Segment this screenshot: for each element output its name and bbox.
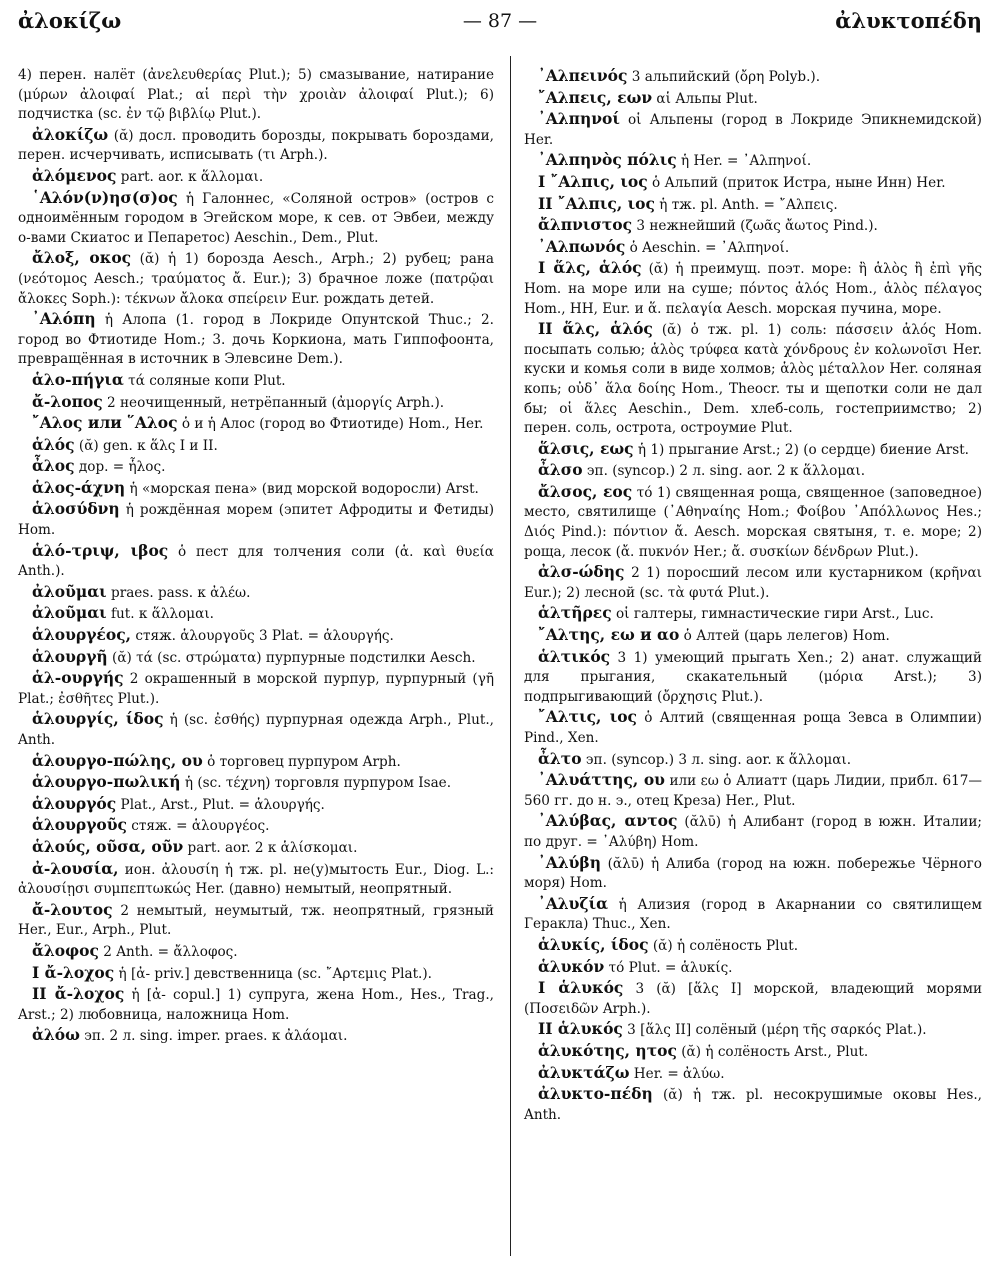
- entry-headword: ἄ-λοπος: [32, 391, 103, 411]
- entry-headword: ᾿Αλύβη: [538, 852, 601, 872]
- dictionary-entry: [524, 319, 982, 439]
- dictionary-entry: [18, 603, 494, 625]
- entry-headword: ἀλοῦμαι: [32, 603, 107, 623]
- entry-headword: ἁλουργοῦς: [32, 815, 127, 835]
- dictionary-entry: [524, 150, 982, 172]
- dictionary-entry: [18, 309, 494, 370]
- dictionary-entry: [18, 794, 494, 816]
- entry-text: ὁ Альпий (приток Истра, ныне Инн) Her.: [651, 174, 946, 191]
- entry-text: ἡ Алопа (1. город в Локриде Опунтской Thuc.; 2. город во Фтиотиде Hom.; 3. дочь Коркиона, мать Гиппофоонта, превращённая в источник в Элевсине Dem.).: [18, 312, 494, 368]
- entry-text: 2 1) поросший лесом или кустарником (κρῆναι Eur.); 2) лесной (sc. τὰ φυτά Plut.).: [524, 565, 982, 601]
- dictionary-entry: [18, 188, 494, 249]
- entry-text: (ᾰ) ὁ тж. pl. 1) соль: πάσσειν ἁλός Hom. посыпать солью; ἁλὸς τρύφεα κατὰ χόνδρους ἐν κολωνοῖσι Her. куски и комья соли в виде холмов; ἁλὸς μέταλλον Her. соляная копь; οὐδ᾿ ἅλα δοίης Hom., Theocr. ты и щепотки соли не дал бы; οἱ ἅλες Aeschin., Dem. хлеб-соль, гостеприимство; 2) перен. соль, острота, остроумие Plut.: [524, 322, 982, 437]
- entry-text: (ᾰ) ἡ тж. pl. несокрушимые оковы Hes., Anth.: [524, 1087, 982, 1123]
- entry-headword: I ῎Αλπις, ιος: [538, 171, 648, 191]
- dictionary-entry: [524, 1084, 982, 1125]
- dictionary-entry: [18, 668, 494, 709]
- dictionary-entry: [18, 984, 494, 1025]
- entry-text: (ᾰ) ἡ солёность Arst., Plut.: [681, 1043, 869, 1060]
- entry-text: (ᾰ) ἡ солёность Plut.: [652, 937, 799, 954]
- dictionary-entry: [18, 941, 494, 963]
- entry-headword: ἁλουργέος,: [32, 625, 132, 645]
- dictionary-entry: [18, 478, 494, 500]
- entry-text: ἡ Галоннес, «Соляной остров» (остров с одноимённым городом в Эгейском море, к сев. от Эвбеи, между о-вами Скиатос и Пепаретос) Aeschin., Dem., Plut.: [18, 190, 494, 246]
- entry-text: ἡ 1) прыгание Arst.; 2) (о сердце) биение Arst.: [637, 441, 969, 458]
- dictionary-entry: [524, 749, 982, 771]
- entry-headword: ἁλο-πήγια: [32, 369, 124, 389]
- entry-headword: ῎Αλτης, εω и αο: [538, 625, 680, 645]
- dictionary-entry: [524, 194, 982, 216]
- entry-text: praes. pass. к ἀλέω.: [111, 584, 251, 601]
- dictionary-entry: [18, 541, 494, 582]
- dictionary-entry: [18, 772, 494, 794]
- dictionary-entry: [18, 751, 494, 773]
- entry-headword: ἀλοῦμαι: [32, 581, 107, 601]
- entry-text: 3 1) умеющий прыгать Xen.; 2) анат. служащий для прыгания, скакательный (μόρια Arst.); 3) подпрыгивающий (ὄρχησις Plut.).: [524, 649, 982, 705]
- dictionary-entry: [18, 125, 494, 166]
- entry-headword: ᾿Αλυάττης, ου: [538, 770, 665, 790]
- dictionary-entry: [18, 647, 494, 669]
- dictionary-entry: [524, 258, 982, 319]
- entry-headword: ἀλυκτο-πέδη: [538, 1084, 653, 1104]
- entry-text: (ᾰ) τά (sc. στρώματα) пурпурные подстилки Aesch.: [112, 649, 476, 666]
- entry-headword: ᾿Αλπωνός: [538, 236, 626, 256]
- entry-text: αἱ Альпы Plut.: [656, 90, 758, 107]
- dictionary-entry: [524, 482, 982, 562]
- entry-headword: ἀλόω: [32, 1025, 80, 1045]
- running-headword-right: ἀλυκτοπέδη: [835, 8, 982, 33]
- dictionary-entry: [524, 1041, 982, 1063]
- entry-text: ὁ пест для толчения соли (ἁ. καὶ θυεία Anth.).: [18, 543, 494, 580]
- entry-text: 3 альпийский (ὄρη Polyb.).: [631, 69, 821, 85]
- dictionary-entry: [18, 859, 494, 900]
- dictionary-entry: [524, 1063, 982, 1085]
- dictionary-entry: [524, 66, 982, 88]
- entry-headword: II ἁλυκός: [538, 1019, 623, 1039]
- left-column: [18, 66, 494, 1047]
- column-divider: [510, 56, 511, 1256]
- dictionary-entry: [524, 978, 982, 1019]
- entry-text: (ᾰ) ἡ преимущ. поэт. море: ἢ ἁλὸς ἢ ἐπὶ γῆς Hom. на море или на суше; πόντος ἁλός Hom., ἁλὸς πέλαγος Hom., HH, Eur. и ἅ. πελαγία Aesch. морская пучина, море.: [524, 261, 983, 317]
- dictionary-entry: [18, 837, 494, 859]
- dictionary-entry: [524, 894, 982, 935]
- entry-text: (ᾰ) досл. проводить борозды, покрывать бороздами, перен. исчерчивать, исписывать (τι Arph.).: [18, 127, 494, 164]
- dictionary-entry: [18, 709, 494, 750]
- entry-headword: ἁλυκότης, ητος: [538, 1040, 677, 1060]
- entry-text: τά соляные копи Plut.: [128, 372, 286, 389]
- entry-headword: ἆλσο: [538, 460, 583, 480]
- entry-headword: ἄλοφος: [32, 940, 99, 960]
- entry-headword: ἁλό-τριψ, ιβος: [32, 540, 169, 560]
- entry-headword: ἀ-λουσία,: [32, 858, 119, 878]
- entry-headword: ᾿Αλύβας, αντος: [538, 811, 678, 831]
- entry-text: Plat., Arst., Plut. = ἁλουργής.: [120, 796, 325, 813]
- entry-headword: ἄλσος, εος: [538, 481, 633, 501]
- entry-headword: ῎Αλπεις, εων: [538, 87, 653, 107]
- entry-headword: II ῎Αλπις, ιος: [538, 193, 655, 213]
- entry-text: 4) перен. налёт (ἀνελευθερίας Plut.); 5) смазывание, натирание (μύρων ἀλοιφαί Plat.; αἱ περὶ τὴν χροιὰν ἀλοιφαί Plut.); 6) подчистка (sc. ἐν τῷ βιβλίῳ Plut.).: [18, 67, 494, 123]
- entry-headword: ἄλοξ, οκος: [32, 248, 132, 268]
- entry-headword: ῾Αλόν(ν)ησ(σ)ος: [32, 187, 178, 207]
- dictionary-entry: [18, 582, 494, 604]
- entry-headword: ἁλουργίς, ίδος: [32, 709, 164, 729]
- dictionary-entry: [524, 439, 982, 461]
- dictionary-entry: [18, 370, 494, 392]
- dictionary-entry: [18, 166, 494, 188]
- entry-headword: ἁλος-άχνη: [32, 477, 126, 497]
- entry-text: ὁ торговец пурпуром Arph.: [207, 753, 401, 770]
- entry-headword: ἁλ-ουργής: [32, 668, 124, 688]
- entry-text: ион. ἀλουσίη ἡ тж. pl. не(у)мытость Eur., Diog. L.: ἀλουσίῃσι συμπεπτωκώς Her. (давно) немытый, неопрятный.: [18, 861, 494, 898]
- entry-text: ἡ тж. pl. Anth. = ῎Αλπεις.: [659, 196, 838, 213]
- entry-text: ἡ [ἀ- priv.] девственница (sc. ῎Αρτεμις Plat.).: [118, 965, 432, 982]
- entry-text: дор. = ἧλος.: [78, 459, 166, 476]
- entry-text: ὁ Aeschin. = ᾿Αλπηνοί.: [629, 239, 790, 256]
- entry-headword: ἁλτῆρες: [538, 603, 612, 623]
- entry-text: 3 (ᾰ) [ἅλς I] морской, владеющий морями (Ποσειδῶν Arph.).: [524, 981, 982, 1017]
- entry-text: 2 Anth. = ἄλλοφος.: [103, 943, 238, 960]
- dictionary-entry: [524, 625, 982, 647]
- entry-text: эп. (syncop.) 3 л. sing. aor. к ἅλλομαι.: [585, 751, 852, 768]
- entry-text: οἱ Альпены (город в Локриде Эпикнемидской) Her.: [524, 112, 982, 148]
- entry-headword: ἀλσ-ώδης: [538, 562, 625, 582]
- dictionary-entry: [18, 900, 494, 941]
- entry-headword: I ἄ-λοχος: [32, 962, 115, 982]
- entry-text: οἱ галтеры, гимнастические гири Arst., Luc.: [616, 606, 934, 623]
- entry-text: стяж. ἁλουργοῦς 3 Plat. = ἁλουργής.: [135, 628, 394, 645]
- dictionary-entry: [524, 237, 982, 259]
- entry-headword: ἁλός: [32, 434, 75, 454]
- entry-text: τό Plut. = ἁλυκίς.: [608, 959, 733, 976]
- entry-headword: ἄλπνιστος: [538, 215, 633, 235]
- dictionary-entry: [18, 248, 494, 309]
- dictionary-entry: [18, 66, 494, 125]
- entry-text: part. aor. к ἅλλομαι.: [120, 168, 264, 185]
- dictionary-entry: [18, 815, 494, 837]
- right-column: [524, 66, 982, 1125]
- entry-headword: I ἅλς, ἁλός: [538, 258, 642, 278]
- entry-headword: ᾿Αλπεινός: [538, 66, 628, 85]
- entry-headword: ἀλόμενος: [32, 165, 117, 185]
- entry-headword: ᾿Αλυζία: [538, 893, 609, 913]
- dictionary-entry: [18, 435, 494, 457]
- entry-headword: ἅλσις, εως: [538, 438, 634, 458]
- entry-headword: ᾿Αλπηνὸς πόλις: [538, 150, 677, 170]
- entry-headword: ἁλουργο-πώλης, ου: [32, 750, 203, 770]
- entry-text: ἡ «морская пена» (вид морской водоросли) Arst.: [129, 480, 479, 497]
- dictionary-entry: [18, 413, 494, 435]
- entry-text: эп. (syncop.) 2 л. sing. aor. 2 к ἅλλομαι.: [586, 463, 866, 480]
- entry-headword: ἀλοκίζω: [32, 124, 109, 144]
- dictionary-entry: [524, 460, 982, 482]
- dictionary-entry: [524, 957, 982, 979]
- dictionary-entry: [524, 811, 982, 852]
- dictionary-entry: [524, 1019, 982, 1041]
- entry-text: ἡ Her. = ᾿Αλπηνοί.: [681, 153, 812, 170]
- dictionary-entry: [524, 215, 982, 237]
- entry-text: (ᾰλῡ) ἡ Алиба (город на южн. побережье Чёрного моря) Hom.: [524, 855, 982, 892]
- entry-text: part. aor. 2 к ἁλίσκομαι.: [187, 839, 358, 856]
- page-header: [18, 6, 982, 40]
- entry-text: или εω ὁ Алиатт (царь Лидии, прибл. 617—560 гг. до н. э., отец Креза) Her., Plut.: [524, 773, 983, 809]
- entry-text: ἡ рождённая морем (эпитет Афродиты и Фетиды) Hom.: [18, 502, 494, 539]
- dictionary-entry: [524, 707, 982, 748]
- dictionary-entry: [18, 1025, 494, 1047]
- entry-headword: ἁλουργῆ: [32, 646, 108, 666]
- dictionary-entry: [524, 603, 982, 625]
- entry-text: 3 [ἅλς II] солёный (μέρη τῆς σαρκός Plat.).: [627, 1022, 927, 1039]
- entry-headword: ᾿Αλπηνοί: [538, 109, 620, 129]
- entry-text: 2 окрашенный в морской пурпур, пурпурный (γῆ Plat.; ἐσθῆτες Plut.).: [18, 671, 494, 707]
- entry-headword: ἁλυκόν: [538, 956, 605, 976]
- entry-headword: ῎Αλτις, ιος: [538, 707, 637, 727]
- dictionary-entry: [524, 88, 982, 110]
- dictionary-entry: [18, 499, 494, 540]
- dictionary-entry: [524, 562, 982, 603]
- dictionary-entry: [524, 647, 982, 708]
- entry-headword: ἁλτικός: [538, 646, 611, 666]
- entry-text: 3 нежнейший (ζωᾶς ἄωτος Pind.).: [636, 218, 878, 235]
- entry-text: 2 неочищенный, нетрёпанный (ἀμοργίς Arph.).: [107, 394, 445, 411]
- dictionary-entry: [18, 963, 494, 985]
- dictionary-entry: [18, 625, 494, 647]
- entry-text: ἡ Ализия (город в Акарнании со святилищем Геракла) Thuc., Xen.: [524, 896, 982, 933]
- entry-headword: ἁλούς, οῦσα, οῦν: [32, 836, 184, 856]
- entry-headword: II ἅλς, ἁλός: [538, 319, 653, 339]
- entry-text: (ᾰ) ἡ 1) борозда Aesch., Arph.; 2) рубец; рана (νεότομος Aesch.; τραύματος ἄ. Eur.); 3) брачное ложе (πατρῷαι ἄλοκες Soph.): τέκνων ἄλοκα σπείρειν Eur. рождать детей.: [18, 251, 494, 307]
- dictionary-entry: [524, 770, 982, 811]
- entry-headword: ἁλουργός: [32, 793, 117, 813]
- entry-text: ὁ Алтей (царь лелегов) Hom.: [683, 628, 890, 645]
- entry-text: стяж. = ἁλουργέος.: [131, 818, 270, 835]
- entry-headword: ἁλοσύδνη: [32, 499, 120, 519]
- running-headword-left: ἀλοκίζω: [18, 8, 122, 33]
- dictionary-entry: [524, 935, 982, 957]
- entry-headword: I ἁλυκός: [538, 978, 624, 998]
- dictionary-entry: [524, 172, 982, 194]
- entry-text: ἡ (sc. τέχνη) торговля пурпуром Isae.: [184, 775, 452, 792]
- dictionary-entry: [524, 109, 982, 150]
- entry-text: τό 1) священная роща, священное (заповедное) место, святилище (᾿Αθηναίης Hom.; Φοίβου ᾿Απόλλωνος Hes.; Διός Pind.): πόντιον ἄ. Aesch. морская святыня, т. е. море; 2) роща, лесок (ἄ. πυκνόν Her.; ἄ. συσκίων δένδρων Plut.).: [524, 484, 982, 560]
- dictionary-entry: [524, 853, 982, 894]
- entry-headword: ᾿Αλόπη: [32, 309, 96, 329]
- entry-headword: II ἄ-λοχος: [32, 984, 125, 1004]
- entry-text: ὁ и ἡ Алос (город во Фтиотиде) Hom., Her.: [181, 416, 484, 433]
- entry-text: 2 немытый, неумытый, тж. неопрятный, грязный Her., Eur., Arph., Plut.: [18, 902, 494, 939]
- entry-headword: ἁλουργο-πωλική: [32, 772, 181, 792]
- entry-text: эп. 2 л. sing. imper. praes. к ἀλάομαι.: [84, 1028, 348, 1045]
- entry-text: Her. = ἀλύω.: [633, 1065, 725, 1082]
- entry-text: ἡ (sc. ἐσθής) пурпурная одежда Arph., Plut., Anth.: [18, 712, 494, 748]
- page-number: — 87 —: [462, 10, 538, 32]
- dictionary-entry: [18, 392, 494, 414]
- entry-headword: ἄ-λουτος: [32, 899, 113, 919]
- entry-text: ὁ Алтий (священная роща Зевса в Олимпии) Pind., Xen.: [524, 710, 982, 746]
- entry-headword: ῎Αλος или ῞Αλος: [32, 413, 178, 433]
- entry-headword: ἀλυκτάζω: [538, 1062, 630, 1082]
- entry-headword: ἆλτο: [538, 748, 582, 768]
- entry-text: (ᾰ) gen. к ἅλς I и II.: [78, 437, 218, 454]
- entry-text: fut. к ἅλλομαι.: [111, 606, 214, 623]
- dictionary-entry: [18, 456, 494, 478]
- entry-headword: ἁλυκίς, ίδος: [538, 934, 649, 954]
- entry-text: ἡ [ἀ- copul.] 1) супруга, жена Hom., Hes., Trag., Arst.; 2) любовница, наложница Hom.: [18, 987, 495, 1023]
- entry-headword: ἆλος: [32, 456, 75, 476]
- entry-text: (ᾰλῡ) ἡ Алибант (город в южн. Италии; по друг. = ᾿Αλύβη) Hom.: [524, 814, 982, 850]
